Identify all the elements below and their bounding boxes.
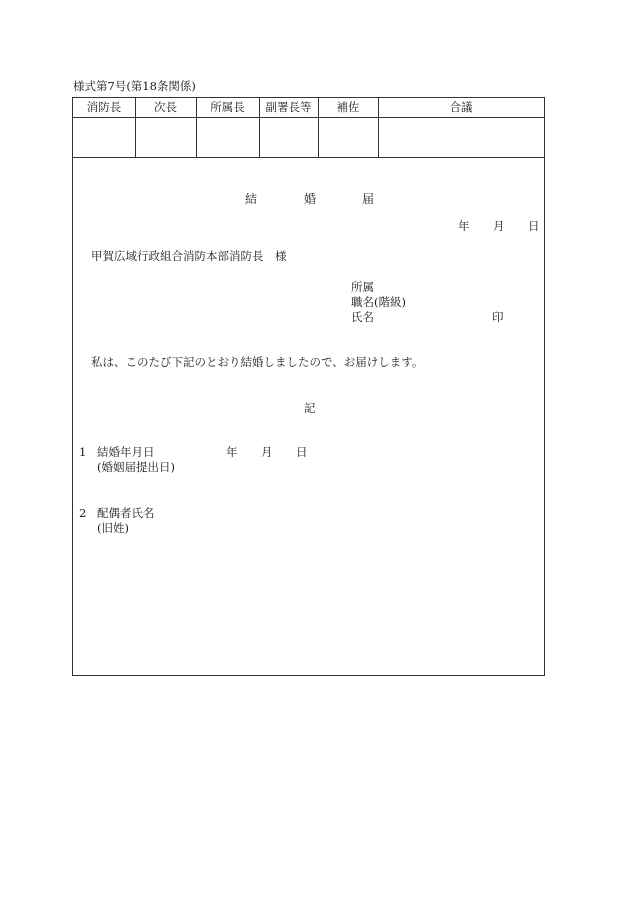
approval-header-deputy-chief: 次長	[154, 100, 177, 114]
title-char: 結	[245, 192, 258, 206]
item-number: 2	[79, 506, 87, 520]
marriage-date-month: 月	[261, 445, 273, 459]
ki-heading: 記	[304, 401, 316, 415]
approval-table	[72, 97, 545, 158]
statement-text: 私は、このたび下記のとおり結婚しましたので、お届けします。	[91, 355, 424, 369]
applicant-affiliation-label: 所属	[351, 280, 374, 294]
applicant-name-label: 氏名	[351, 310, 374, 324]
applicant-position-label: 職名(階級)	[351, 295, 406, 309]
date-day: 日	[528, 219, 540, 233]
approval-header-section-head: 所属長	[210, 100, 245, 114]
item-label: 結婚年月日	[97, 445, 155, 459]
title-char: 婚	[304, 192, 317, 206]
date-month: 月	[493, 219, 505, 233]
approval-header-divider	[73, 117, 544, 118]
approval-header-vice-station-head: 副署長等	[265, 100, 312, 114]
item-sublabel: (旧姓)	[97, 521, 129, 535]
seal-mark: 印	[492, 310, 504, 324]
item-number: 1	[79, 445, 87, 459]
form-body-box	[72, 157, 545, 676]
approval-header-consultation: 合議	[449, 100, 473, 114]
item-sublabel: (婚姻届提出日)	[97, 460, 175, 474]
approval-header-fire-chief: 消防長	[86, 100, 122, 114]
marriage-date-year: 年	[226, 445, 238, 459]
date-year: 年	[458, 219, 470, 233]
form-number-label: 様式第7号(第18条関係)	[73, 79, 196, 93]
addressee: 甲賀広域行政組合消防本部消防長 様	[91, 249, 287, 263]
approval-header-assistant: 補佐	[336, 100, 360, 114]
marriage-date-day: 日	[296, 445, 308, 459]
title-char: 届	[362, 192, 375, 206]
item-label: 配偶者氏名	[97, 506, 155, 520]
